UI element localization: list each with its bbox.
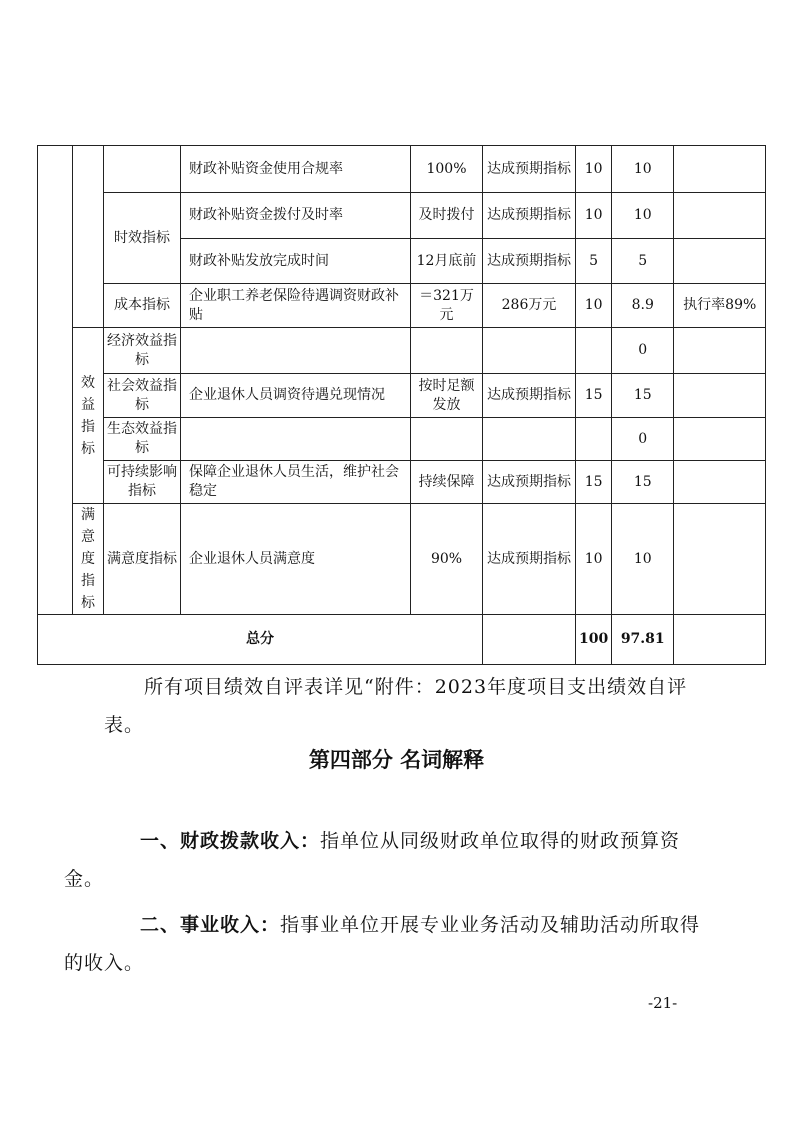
note xyxy=(674,328,766,374)
sub-cell: 成本指标 xyxy=(104,284,181,328)
actual-value: 286万元 xyxy=(483,284,576,328)
indicator-name: 企业职工养老保险待遇调资财政补贴 xyxy=(181,284,411,328)
actual-value: 达成预期指标 xyxy=(483,193,576,239)
sub-cell: 时效指标 xyxy=(104,193,181,284)
blank-cell xyxy=(674,615,766,665)
table-row xyxy=(38,193,766,239)
total-score: 97.81 xyxy=(612,615,674,665)
section-title: 第四部分 名词解释 xyxy=(308,747,485,772)
weight xyxy=(576,328,612,374)
note xyxy=(674,504,766,615)
indicator-name: 财政补贴资金拨付及时率 xyxy=(181,193,411,239)
actual-value: 达成预期指标 xyxy=(483,239,576,284)
note xyxy=(674,374,766,418)
note xyxy=(674,461,766,504)
actual-value xyxy=(483,328,576,374)
definition-text: 指单位从同级财政单位取得的财政预算资金。 xyxy=(64,830,681,890)
definition-2 xyxy=(64,906,704,982)
table-row xyxy=(38,504,766,615)
table-row xyxy=(38,146,766,193)
table-row xyxy=(38,284,766,328)
performance-table xyxy=(37,145,766,665)
sub-cell: 生态效益指标 xyxy=(104,418,181,461)
actual-value xyxy=(483,418,576,461)
group-label-benefit: 效益指标 xyxy=(73,328,104,504)
score: 5 xyxy=(612,239,674,284)
score: 10 xyxy=(612,504,674,615)
score: 0 xyxy=(612,328,674,374)
definition-term: 一、财政拨款收入： xyxy=(140,830,321,852)
definition-term: 二、事业收入： xyxy=(140,914,281,936)
score: 0 xyxy=(612,418,674,461)
sub-cell: 社会效益指标 xyxy=(104,374,181,418)
weight: 15 xyxy=(576,461,612,504)
actual-value: 达成预期指标 xyxy=(483,146,576,193)
score: 10 xyxy=(612,146,674,193)
target-value: 90% xyxy=(411,504,483,615)
page-number: -21- xyxy=(648,994,678,1012)
table-row xyxy=(38,374,766,418)
note-paragraph: 所有项目绩效自评表详见“附件：2023年度项目支出绩效自评表。 xyxy=(104,676,688,736)
indicator-name: 企业退休人员满意度 xyxy=(181,504,411,615)
indicator-name xyxy=(181,418,411,461)
weight: 10 xyxy=(576,504,612,615)
weight: 5 xyxy=(576,239,612,284)
note xyxy=(674,418,766,461)
definition-text: 指事业单位开展专业业务活动及辅助活动所取得的收入。 xyxy=(64,914,701,974)
total-weight: 100 xyxy=(576,615,612,665)
note: 执行率89% xyxy=(674,284,766,328)
indicator-name: 保障企业退休人员生活，维护社会稳定 xyxy=(181,461,411,504)
target-value: 及时拨付 xyxy=(411,193,483,239)
definition-1 xyxy=(64,822,704,898)
blank-cell xyxy=(38,146,73,615)
blank-cell xyxy=(73,146,104,328)
group-label-satisfaction: 满意度指标 xyxy=(73,504,104,615)
sub-cell xyxy=(104,146,181,193)
table-row xyxy=(38,418,766,461)
indicator-name: 财政补贴资金使用合规率 xyxy=(181,146,411,193)
target-value xyxy=(411,418,483,461)
total-row xyxy=(38,615,766,665)
target-value: 100% xyxy=(411,146,483,193)
target-value: 持续保障 xyxy=(411,461,483,504)
blank-cell xyxy=(483,615,576,665)
indicator-name: 财政补贴发放完成时间 xyxy=(181,239,411,284)
table-row xyxy=(38,461,766,504)
weight: 10 xyxy=(576,284,612,328)
sub-cell: 满意度指标 xyxy=(104,504,181,615)
note xyxy=(674,146,766,193)
weight: 10 xyxy=(576,146,612,193)
indicator-name xyxy=(181,328,411,374)
target-value: 12月底前 xyxy=(411,239,483,284)
target-value xyxy=(411,328,483,374)
sub-cell: 可持续影响指标 xyxy=(104,461,181,504)
weight: 10 xyxy=(576,193,612,239)
actual-value: 达成预期指标 xyxy=(483,374,576,418)
indicator-name: 企业退休人员调资待遇兑现情况 xyxy=(181,374,411,418)
note xyxy=(674,239,766,284)
score: 10 xyxy=(612,193,674,239)
target-value: 按时足额发放 xyxy=(411,374,483,418)
score: 15 xyxy=(612,461,674,504)
weight: 15 xyxy=(576,374,612,418)
score: 15 xyxy=(612,374,674,418)
weight xyxy=(576,418,612,461)
actual-value: 达成预期指标 xyxy=(483,461,576,504)
table-row xyxy=(38,328,766,374)
actual-value: 达成预期指标 xyxy=(483,504,576,615)
note xyxy=(674,193,766,239)
sub-cell: 经济效益指标 xyxy=(104,328,181,374)
target-value: ＝321万元 xyxy=(411,284,483,328)
total-label: 总分 xyxy=(38,615,483,665)
score: 8.9 xyxy=(612,284,674,328)
